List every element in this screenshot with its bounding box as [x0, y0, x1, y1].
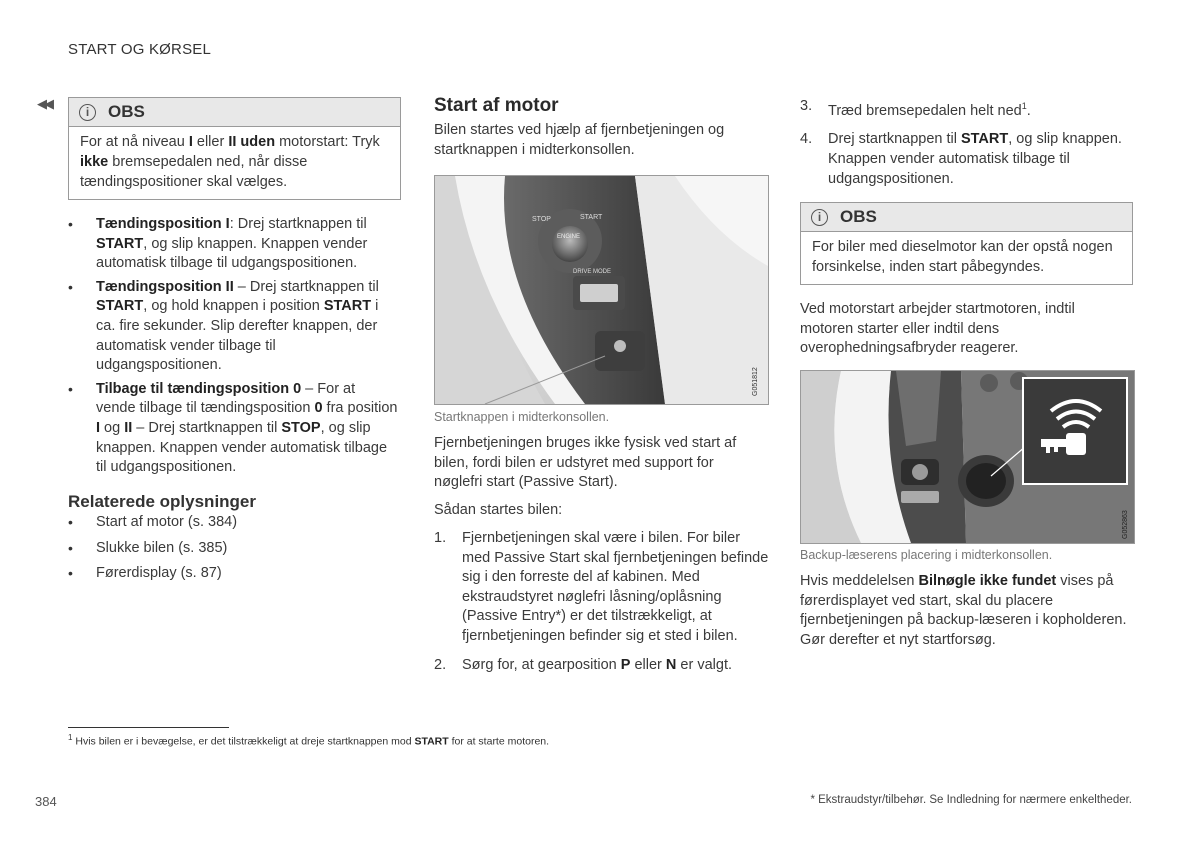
list-item: 3. Træd bremsepedalen helt ned$^1$. — [800, 98, 1031, 119]
photo-caption: Backup-læserens placering i midterkonsollen. — [800, 548, 1053, 562]
obs-note-title: OBS — [840, 207, 877, 226]
console-illustration — [435, 176, 768, 404]
footnote-divider — [68, 727, 229, 728]
info-icon: i — [811, 209, 828, 226]
list-item: 2. Sørg for, at gearposition P eller N er valgt. — [434, 656, 733, 673]
footnote: $^1$ Hvis bilen er i bevægelse, er det tilstrækkeligt at dreje startknappen mod START for at starte motoren. — [68, 733, 550, 748]
section-title: Start af motor — [434, 95, 559, 116]
accessory-note: * Ekstraudstyr/tilbehør. Se Indledning for nærmere enkeltheder. — [810, 794, 1132, 806]
photo-code: G052863 — [1122, 510, 1129, 539]
list-item: 1. Fjernbetjeningen skal være i bilen. For biler med Passive Start skal fjernbetjeningen befinde sig i den forreste del af kabinen. Med ekstraudstyret nøglefri låsning/oplåsning (Passive Entry*) er det tilstrækkeligt, at fjernbetjeningen befinder sig et sted i bilen. — [434, 530, 769, 644]
start-steps-list — [434, 529, 769, 675]
page-header: START OG KØRSEL — [68, 41, 212, 58]
obs-note-body: For at nå niveau I eller II uden motorstart: Tryk ikke bremsepedalen ned, når disse tændingspositioner skal vælges. — [80, 134, 380, 190]
ignition-bullet-list — [68, 215, 398, 482]
list-item: • Tilbage til tændingsposition 0 – For at vende tilbage til tændingsposition 0 fra position I og II – Drej startknappen til STOP, og slip knappen. Knappen vender automatisk tilbage til udgangspositionen. — [68, 380, 398, 478]
obs-note-header — [69, 98, 400, 127]
list-item: • Tændingsposition I: Drej startknappen til START, og slip knappen. Knappen vender automatisk tilbage til udgangspositionen. — [68, 215, 398, 274]
paragraph: Sådan startes bilen: — [434, 502, 563, 518]
obs-note-2 — [800, 202, 1133, 285]
related-heading: Relaterede oplysninger — [68, 492, 257, 511]
backup-reader-illustration — [801, 371, 1134, 543]
obs-note-1 — [68, 97, 401, 200]
list-item: 4. Drej startknappen til START, og slip knappen. Knappen vender automatisk tilbage til udgangspositionen. — [800, 131, 1122, 187]
start-label: START — [580, 214, 603, 221]
paragraph: Hvis meddelelsen Bilnøgle ikke fundet vises på førerdisplayet ved start, skal du placere fjernbetjeningen på backup-læseren i kopholderen. Gør derefter et nyt startforsøg. — [800, 573, 1127, 648]
photo-caption: Startknappen i midterkonsollen. — [434, 410, 610, 424]
info-icon: i — [79, 104, 96, 121]
related-link[interactable]: • Slukke bilen (s. 385) — [68, 539, 398, 559]
back-nav-icon[interactable]: ◀◀ — [37, 96, 51, 111]
paragraph: Fjernbetjeningen bruges ikke fysisk ved start af bilen, fordi bilen er udstyret med support for nøglefri start (Passive Start). — [434, 435, 737, 491]
drive-mode-label: DRIVE MODE — [573, 269, 612, 275]
backup-reader-photo — [800, 370, 1135, 544]
related-links — [68, 513, 398, 588]
list-item: • Tændingsposition II – Drej startknappen til START, og hold knappen i position START i ca. fire sekunder. Slip derefter knappen, der automatisk vender tilbage til udgangspositionen. — [68, 278, 398, 376]
page-number: 384 — [35, 794, 57, 809]
obs-note-title: OBS — [108, 102, 145, 121]
paragraph: Ved motorstart arbejder startmotoren, indtil motoren starter eller indtil dens overophedningsafbryder reagerer. — [800, 301, 1075, 357]
start-button-photo — [434, 175, 769, 405]
related-link[interactable]: • Førerdisplay (s. 87) — [68, 564, 398, 584]
related-link[interactable]: • Start af motor (s. 384) — [68, 513, 398, 533]
stop-label: STOP — [532, 216, 551, 223]
engine-label: ENGINE — [557, 234, 581, 240]
obs-note-body: For biler med dieselmotor kan der opstå nogen forsinkelse, inden start påbegyndes. — [812, 239, 1113, 275]
intro-text: Bilen startes ved hjælp af fjernbetjeningen og startknappen i midterkonsollen. — [434, 122, 725, 158]
photo-code: G051812 — [752, 367, 759, 396]
obs-note-header — [801, 203, 1132, 232]
start-steps-list-cont — [800, 97, 1130, 189]
